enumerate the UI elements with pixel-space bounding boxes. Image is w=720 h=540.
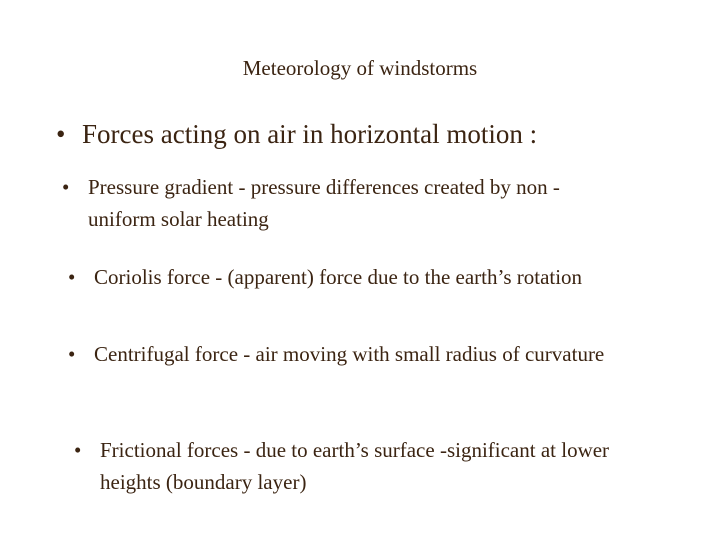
main-bullet (56, 116, 537, 152)
sub-bullet-frictional-forces (74, 434, 634, 498)
sub-bullet-text: Frictional forces - due to earth’s surface -significant at lower heights (boundary layer) (100, 438, 610, 494)
sub-bullet-text: Pressure gradient - pressure differences created by non - uniform solar heating (88, 175, 560, 231)
bullet-marker: • (56, 119, 66, 149)
bullet-marker: • (74, 438, 82, 462)
main-bullet-text: Forces acting on air in horizontal motion : (82, 119, 538, 149)
slide-title: Meteorology of windstorms (242, 56, 478, 80)
bullet-marker: • (68, 342, 76, 366)
sub-bullet-text: Coriolis force - (apparent) force due to the earth’s rotation (94, 265, 583, 289)
sub-bullet-text: Centrifugal force - air moving with small radius of curvature (94, 342, 605, 366)
sub-bullet-pressure-gradient (62, 171, 622, 235)
bullet-marker: • (68, 265, 76, 289)
bullet-marker: • (62, 175, 70, 199)
sub-bullet-centrifugal-force (68, 338, 608, 370)
sub-bullet-coriolis-force (68, 261, 688, 293)
